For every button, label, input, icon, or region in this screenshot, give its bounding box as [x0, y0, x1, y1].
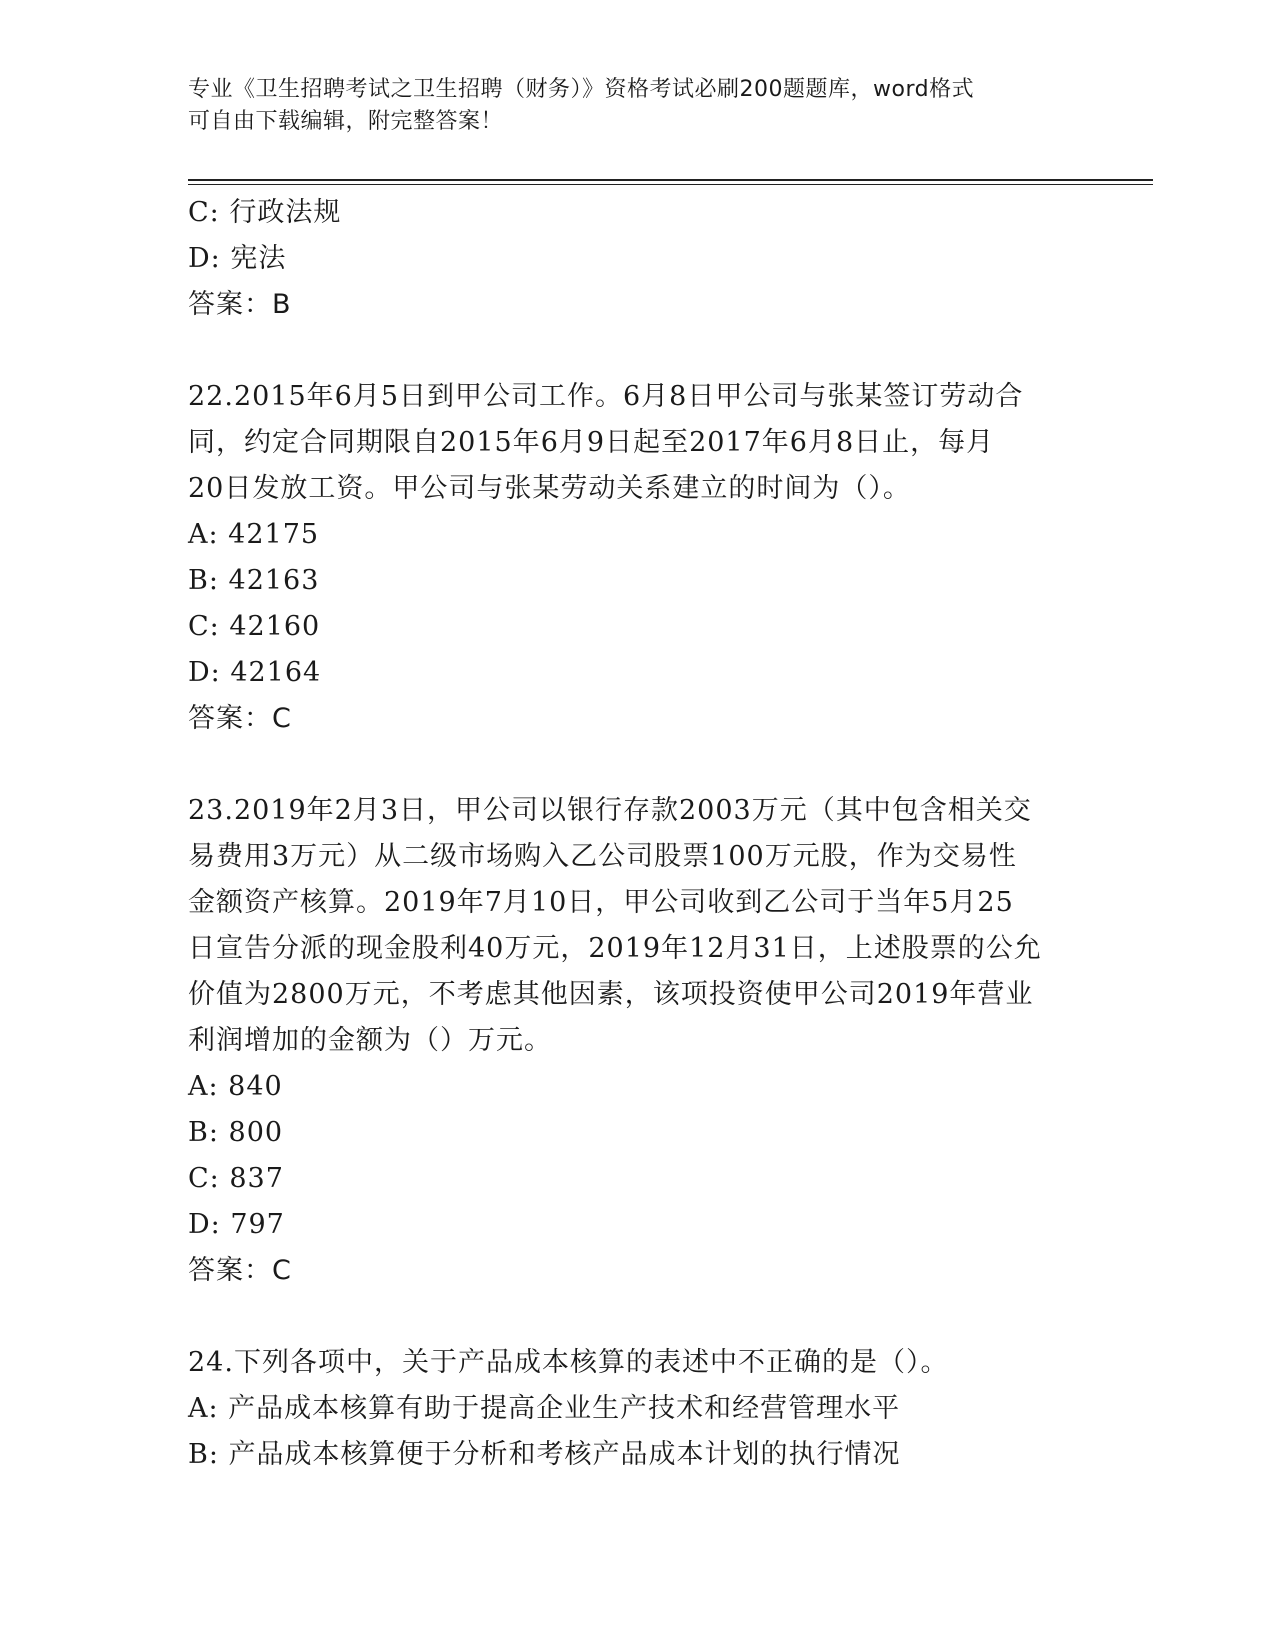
question-22	[188, 374, 1088, 742]
option-c: C: 42160	[188, 611, 321, 642]
option-a: A: 840	[188, 1071, 283, 1102]
option-d: D: 42164	[188, 657, 322, 688]
question-stem-line: 同，约定合同期限自2015年6月9日起至2017年6月8日止，每月	[188, 427, 995, 458]
answer-line: 答案：C	[188, 1255, 292, 1286]
header-line-1: 专业《卫生招聘考试之卫生招聘（财务）》资格考试必刷200题题库，word格式	[188, 77, 975, 102]
spacer	[188, 742, 1088, 788]
option-c: C: 837	[188, 1163, 284, 1194]
question-stem-line: 价值为2800万元，不考虑其他因素，该项投资使甲公司2019年营业	[188, 979, 1034, 1010]
option-c: C: 行政法规	[188, 197, 342, 228]
spacer	[188, 1294, 1088, 1340]
question-24	[188, 1340, 1088, 1478]
document-body	[188, 190, 1088, 1478]
question-stem-line: 22.2015年6月5日到甲公司工作。6月8日甲公司与张某签订劳动合	[188, 381, 1024, 412]
option-d: D: 宪法	[188, 243, 287, 274]
option-b: B: 800	[188, 1117, 284, 1148]
option-a: A: 产品成本核算有助于提高企业生产技术和经营管理水平	[188, 1393, 901, 1424]
question-stem-line: 20日发放工资。甲公司与张某劳动关系建立的时间为（）。	[188, 473, 911, 504]
header-line-2: 可自由下载编辑，附完整答案！	[188, 109, 504, 134]
question-stem-line: 易费用3万元）从二级市场购入乙公司股票100万元股，作为交易性	[188, 841, 1017, 872]
spacer	[188, 328, 1088, 374]
question-23	[188, 788, 1088, 1294]
document-header	[188, 74, 1068, 138]
header-divider-thick	[188, 179, 1153, 181]
question-stem-line: 日宣告分派的现金股利40万元，2019年12月31日，上述股票的公允	[188, 933, 1042, 964]
header-divider-thin	[188, 184, 1153, 185]
question-stem-line: 23.2019年2月3日，甲公司以银行存款2003万元（其中包含相关交	[188, 795, 1032, 826]
question-stem-line: 24.下列各项中，关于产品成本核算的表述中不正确的是（）。	[188, 1347, 949, 1378]
option-d: D: 797	[188, 1209, 285, 1240]
option-a: A: 42175	[188, 519, 320, 550]
answer-line: 答案：C	[188, 703, 292, 734]
option-b: B: 产品成本核算便于分析和考核产品成本计划的执行情况	[188, 1439, 901, 1470]
question-stem-line: 金额资产核算。2019年7月10日，甲公司收到乙公司于当年5月25	[188, 887, 1014, 918]
question-stem-line: 利润增加的金额为（）万元。	[188, 1025, 552, 1056]
option-b: B: 42163	[188, 565, 320, 596]
answer-line: 答案：B	[188, 289, 292, 320]
previous-question	[188, 190, 1088, 328]
